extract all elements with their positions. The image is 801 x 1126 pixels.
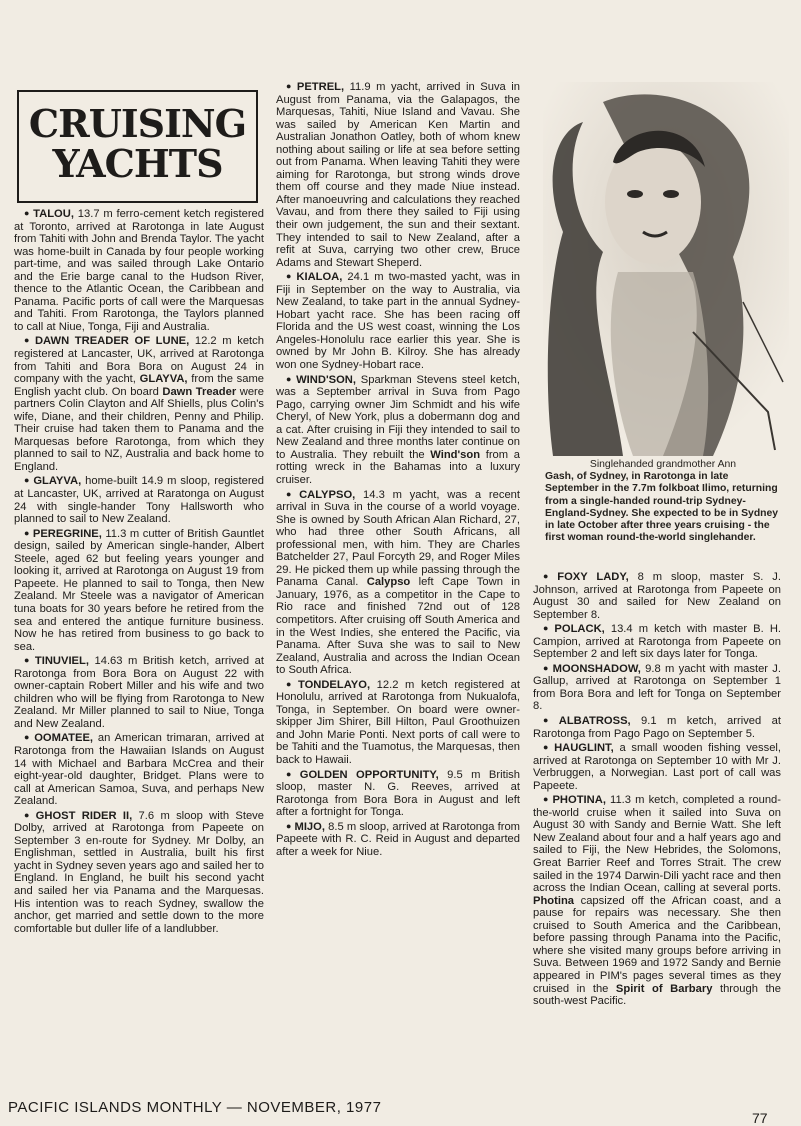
entry-peregrine: ● PEREGRINE, 11.3 m cutter of British Gauntlet design, sailed by American single-hander, Albert Steele, aged 62 but feeling years younger and looking it, arrived at Rarotonga on August 19 from Papeete. He planned to sail to Tonga, then New Zealand. Mr Steele was a navigator of American tuna boats for 30 years before he retired from the sea and entered the antique furniture business. Now he has retired from business to go back to sea.	[14, 527, 264, 653]
entry-hauglint: ● HAUGLINT, a small wooden fishing vessel, arrived at Rarotonga on September 10 with Mr J. Verbruggen, a Norwegian. Last port of call was Papeete.	[533, 742, 782, 792]
entry-dawn-treader: ● DAWN TREADER OF LUNE, 12.2 m ketch registered at Lancaster, UK, arrived at Rarotonga from Tahiti and Bora Bora on August 24 in company with the yacht, GLAYVA, from the same English yacht club. On board Dawn Treader were partners Colin Clayton and Alf Shiells, plus Colin's wife, Diane, and their children, Penny and Philip. Their cruise had taken them to Panama and the Marquesas before Rarotonga, from which they planned to sail to NZ, Australia and back home to England.	[14, 335, 265, 473]
title-line-1: CRUISING	[28, 101, 247, 146]
column-2	[276, 80, 520, 859]
column-3	[533, 570, 781, 1009]
entry-moonshadow: ● MOONSHADOW, 9.8 m yacht with master J. Gallup, arrived at Rarotonga on September 1 from Bora Bora and left for Tonga on September 8.	[533, 662, 781, 713]
entry-kialoa: ● KIALOA, 24.1 m two-masted yacht, was in Fiji in September on the way to Australia, via New Zealand, to take part in the annual Sydney-Hobart yacht race. She has been racing off Florida and the US west coast, winning the Los Angeles-Honolulu race earlier this year. She is owned by Mr John B. Kilroy. She has already won one Sydney-Hobart race.	[276, 271, 521, 372]
entry-windson: ● WIND'SON, Sparkman Stevens steel ketch, was a September arrival in Suva from Pago Pago, carrying owner Jim Schmidt and his wife Cheryl, of New York, plus a dobermann dog and a cat. After cruising in Fiji they intended to sail to New Zealand and three months later continue on to Australia. They rebuilt the Wind'son from a rotting wreck in the Bahamas into a luxury cruiser.	[276, 373, 521, 486]
entry-tondelayo: ● TONDELAYO, 12.2 m ketch registered at Honolulu, arrived at Rarotonga from Nukualofa, Tonga, in September. On board were owner-skipper Jim Shirer, Bill Hilton, Paul Groothuizen and John Marie Ponti. Next ports of call were to be Tahiti and the Tuamotus, the Marquesas, then back to Hawaii.	[276, 678, 521, 766]
entry-albatross: ● ALBATROSS, 9.1 m ketch, arrived at Rarotonga from Pago Pago on September 5.	[533, 715, 781, 740]
entry-tinuviel: ● TINUVIEL, 14.63 m British ketch, arrived at Rarotonga from Bora Bora on August 22 with owner-captain Robert Miller and his wife and two children who will be flying from Rarotonga to New Zealand. Mr Miller planned to sail to Niue, Tonga and New Zealand.	[14, 655, 264, 730]
caption-line-1: Singlehanded grandmother Ann	[589, 459, 737, 470]
section-title-box	[17, 90, 258, 203]
page-footer: PACIFIC ISLANDS MONTHLY — NOVEMBER, 1977	[8, 1099, 382, 1116]
entry-golden-opportunity: ● GOLDEN OPPORTUNITY, 9.5 m British sloop, master N. G. Reeves, arrived at Rarotonga from Bora Bora in August and left after a fortnight for Tonga.	[276, 768, 520, 819]
entry-calypso: ● CALYPSO, 14.3 m yacht, was a recent arrival in Suva in the course of a world voyage. She is owned by South African Alan Richard, 27, who had three other South Africans, all professional men, with him. They are Charles Batchelder 27, Paul Forcyth 29, and Roger Miles 29. He picked them up while passing through the Panama Canal. Calypso left Cape Town in January, 1976, as a competitor in the Cape to Rio race and finished 72nd out of 128 competitors. After cruising off South America and in the West Indies, she entered the Pacific, via Panama. After Suva she was to sail to New Zealand, Australia and across the Indian Ocean to South Africa.	[276, 488, 520, 677]
entry-talou: ● TALOU, 13.7 m ferro-cement ketch registered at Toronto, arrived at Rarotonga in late August from Tahiti with John and Brenda Taylor. The yacht was home-built in Canada by four people working part-time, and was sailed through Lake Ontario and the Erie barge canal to the Hudson River, thence to the Atlantic Ocean, the Caribbean and Panama. Pacific ports of call were the Marquesas and Tahiti. From Rarotonga, the Taylors planned to call at Niue, Tonga, Fiji and Australia.	[14, 208, 264, 333]
entry-polack: ● POLACK, 13.4 m ketch with master B. H. Campion, arrived at Rarotonga from Papeete on September 2 and left six days later for Tonga.	[533, 623, 782, 661]
caption-rest: Gash, of Sydney, in Rarotonga in late September in the 7.7m folkboat Ilimo, returning from a single-handed round-trip Sydney-England-Sydney. She expected to be in Sydney in late October after three years cruising - the first woman round-the-world singlehander.	[545, 471, 779, 544]
entry-photina: ● PHOTINA, 11.3 m ketch, completed a round-the-world cruise when it sailed into Suva on August 30 with Sandy and Bernie Watt. She left New Zealand about four and a half years ago and sailed to Fiji, the New Hebrides, the Solomons, Great Barrier Reef and Torres Strait. The crew sailed in the 1974 Darwin-Dili yacht race and then across the Indian Ocean, calling at several ports. Photina capsized off the African coast, and a pause for repairs was necessary. She then cruised to South America and the Caribbean, before passing through Panama into the Pacific, where she visited many groups before arriving in Suva. Between 1969 and 1972 Sandy and Bernie appeared in PIM's pages several times as they cruised in the Spirit of Barbary through the south-west Pacific.	[533, 794, 782, 1008]
portrait-photo	[543, 82, 789, 456]
title-line-2: YACHTS	[52, 141, 223, 186]
photo-caption	[545, 459, 781, 544]
entry-ghost-rider: ● GHOST RIDER II, 7.6 m sloop with Steve Dolby, arrived at Rarotonga from Papeete on September 3 en-route for Sydney. Mr Dolby, an Englishman, settled in Australia, built his first yacht in Sydney seven years ago and sailed her to England. In England, he built his second yacht and sailed her via Panama and the Marquesas. His intention was to reach Sydney, swallow the anchor, get married and settle down to the more comfortable but duller life of a landlubber.	[14, 809, 265, 935]
entry-foxy-lady: ● FOXY LADY, 8 m sloop, master S. J. Johnson, arrived at Rarotonga from Papeete on August 30 and sailed for New Zealand on September 8.	[533, 571, 781, 621]
entry-oomatee: ● OOMATEE, an American trimaran, arrived at Rarotonga from the Hawaiian Islands on August 14 with Michael and Barbara McCrea and their eight-year-old daughter, Bridget. Plans were to call at American Samoa, Suva, and perhaps New Zealand.	[14, 732, 264, 808]
entry-glayva: ● GLAYVA, home-built 14.9 m sloop, registered at Lancaster, UK, arrived at Raratonga on August 24 with single-hander Tony Hallsworth who planned to sail to New Zealand.	[14, 475, 264, 526]
entry-petrel: ● PETREL, 11.9 m yacht, arrived in Suva in August from Panama, via the Galapagos, the Marquesas, Tahiti, Niue Island and Vavau. She was sailed by American Ken Martin and Australian Jonathon Oatley, both of whom knew nothing about sailing or life at sea before setting out from Panama. When leaving Tahiti they were aiming for Rarotonga, but strong winds drove them off course and they made Niue instead. After manoeuvring and calculations they reached Vavau, and from there they sailed to Fiji using their own judgement, the sun and their sextant. They intended to sail to New Zealand, after a refit at Suva, carrying two other crew, Bruce Adams and Stewart Sheperd.	[276, 81, 520, 269]
portrait-photo-image	[543, 82, 789, 456]
column-1	[14, 207, 264, 936]
page-number: 77	[752, 1110, 768, 1126]
entry-mijo: ● MIJO, 8.5 m sloop, arrived at Rarotonga from Papeete with R. C. Reid in August and departed after a week for Niue.	[276, 820, 520, 858]
